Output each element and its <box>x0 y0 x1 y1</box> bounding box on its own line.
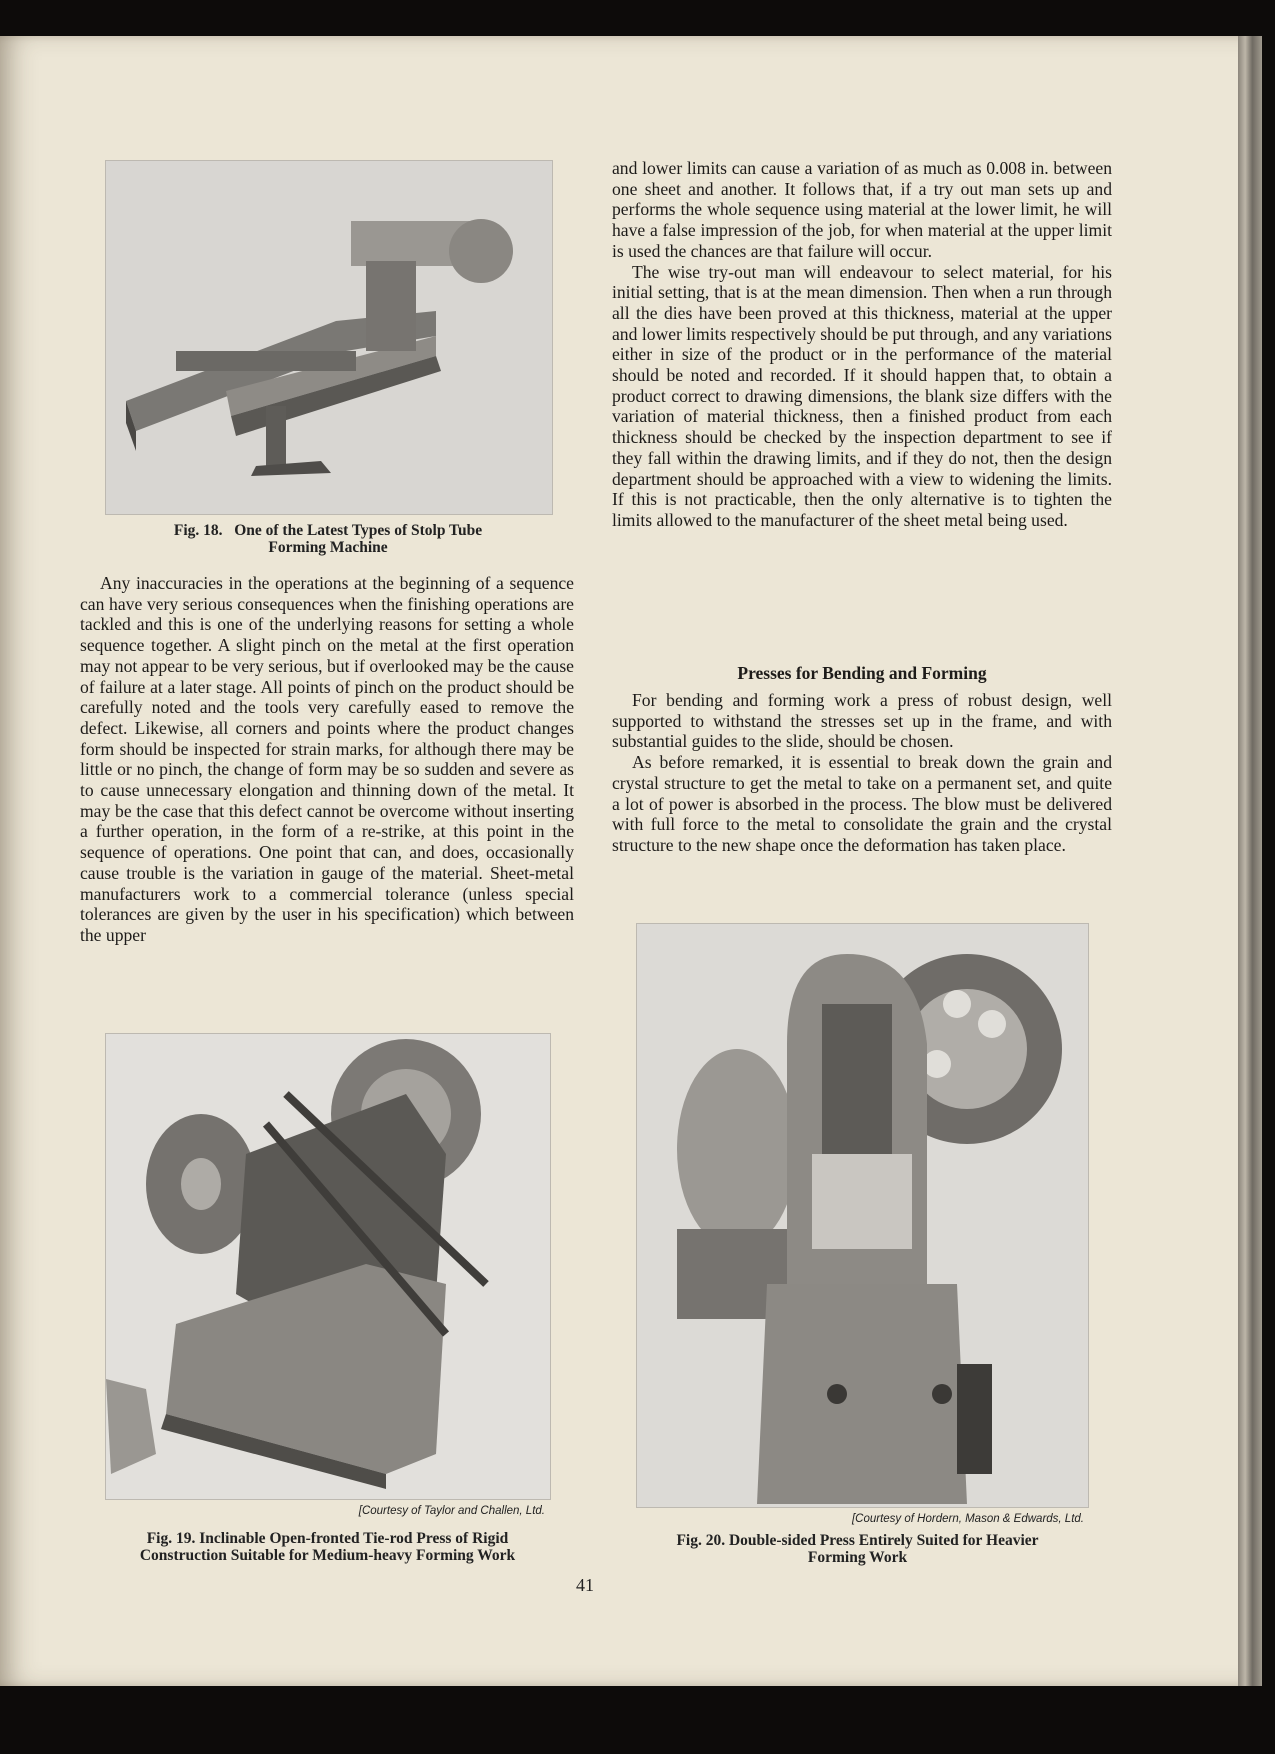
fig18-caption <box>100 522 556 556</box>
right-paragraph-2: The wise try-out man will endeavour to select material, for his initial setting, that is at the mean dimension. Then when a run through all the dies have been proved at this thickness, material at the upper and lower limits respectively should be put through, and any variations either in size of the product or in the performance of the material should be noted and recorded. If it should happen that, to obtain a product correct to drawing dimensions, the blank size differs with the variation of material thickness, then a finished product from each thickness should be checked by the inspection department to see if they fall within the drawing limits, and if they do not, then the design department should be approached with a view to widening the limits. If this is not practicable, then the only alternative is to tighten the limits allowed to the manufacturer of the sheet metal being used. <box>612 261 1112 530</box>
page-fore-edge <box>1238 36 1262 1686</box>
section-heading: Presses for Bending and Forming <box>737 663 987 683</box>
fig20-photo <box>636 923 1089 1508</box>
right-column-text-top <box>612 158 1112 531</box>
fig20-caption <box>630 1532 1085 1566</box>
fig19-caption <box>95 1530 560 1564</box>
fig20-caption-line1: Fig. 20. Double-sided Press Entirely Suited for Heavier <box>676 1532 1039 1549</box>
fig18-photo <box>105 160 553 515</box>
fig18-caption-line2: Forming Machine <box>268 539 388 556</box>
fig18-label: Fig. 18. <box>173 522 223 539</box>
right-paragraph-4: As before remarked, it is essential to break down the grain and crystal structure to get the metal to take on a permanent set, and quite a lot of power is absorbed in the process. The blow must be delivered with full force to the metal to consolidate the grain and the crystal structure to the new shape once the deformation has taken place. <box>612 752 1112 855</box>
right-paragraph-3: For bending and forming work a press of robust design, well supported to withstand the stresses set up in the frame, and with substantial guides to the slide, should be chosen. <box>612 690 1112 752</box>
fig19-caption-line2: Construction Suitable for Medium-heavy Forming Work <box>139 1547 516 1564</box>
fig18-caption-line1: One of the Latest Types of Stolp Tube <box>234 522 483 539</box>
fig19-photo <box>105 1033 551 1500</box>
right-paragraph-1: and lower limits can cause a variation of as much as 0.008 in. between one sheet and another. It follows that, if a try out man sets up and performs the whole sequence using material at the lower limit, he will have a false impression of the job, for when material at the upper limit is used the chances are that failure will occur. <box>612 158 1112 261</box>
fig19-credit: [Courtesy of Taylor and Challen, Ltd. <box>358 1505 545 1517</box>
left-paragraph-1: Any inaccuracies in the operations at the beginning of a sequence can have very serious consequences when the finishing operations are tackled and this is one of the underlying reasons for setting a whole sequence together. A slight pinch on the metal at the first operation may not appear to be very serious, but if overlooked may be the cause of failure at a later stage. All points of pinch on the product should be carefully noted and the tools very carefully eased to remove the defect. Likewise, all corners and points where the product changes form should be inspected for strain marks, for although there may be little or no pinch, the change of form may be so sudden and severe as to cause unnecessary elongation and thinning down of the metal. It may be the case that this defect cannot be overcome without inserting a further operation, in the form of a re-strike, at this point in the sequence of operations. One point that can, and does, occasionally cause trouble is the variation in gauge of the material. Sheet-metal manufacturers work to a commercial tolerance (unless special tolerances are given by the user in his specification) which between the upper <box>80 573 574 945</box>
fig20-credit: [Courtesy of Hordern, Mason & Edwards, Ltd. <box>851 1513 1084 1525</box>
left-column-text <box>80 573 574 946</box>
fig20-caption-line2: Forming Work <box>807 1549 908 1566</box>
right-column-text-bottom <box>612 690 1112 856</box>
page-number: 41 <box>576 1575 594 1595</box>
fig19-caption-line1: Fig. 19. Inclinable Open-fronted Tie-rod Press of Rigid <box>146 1530 509 1547</box>
